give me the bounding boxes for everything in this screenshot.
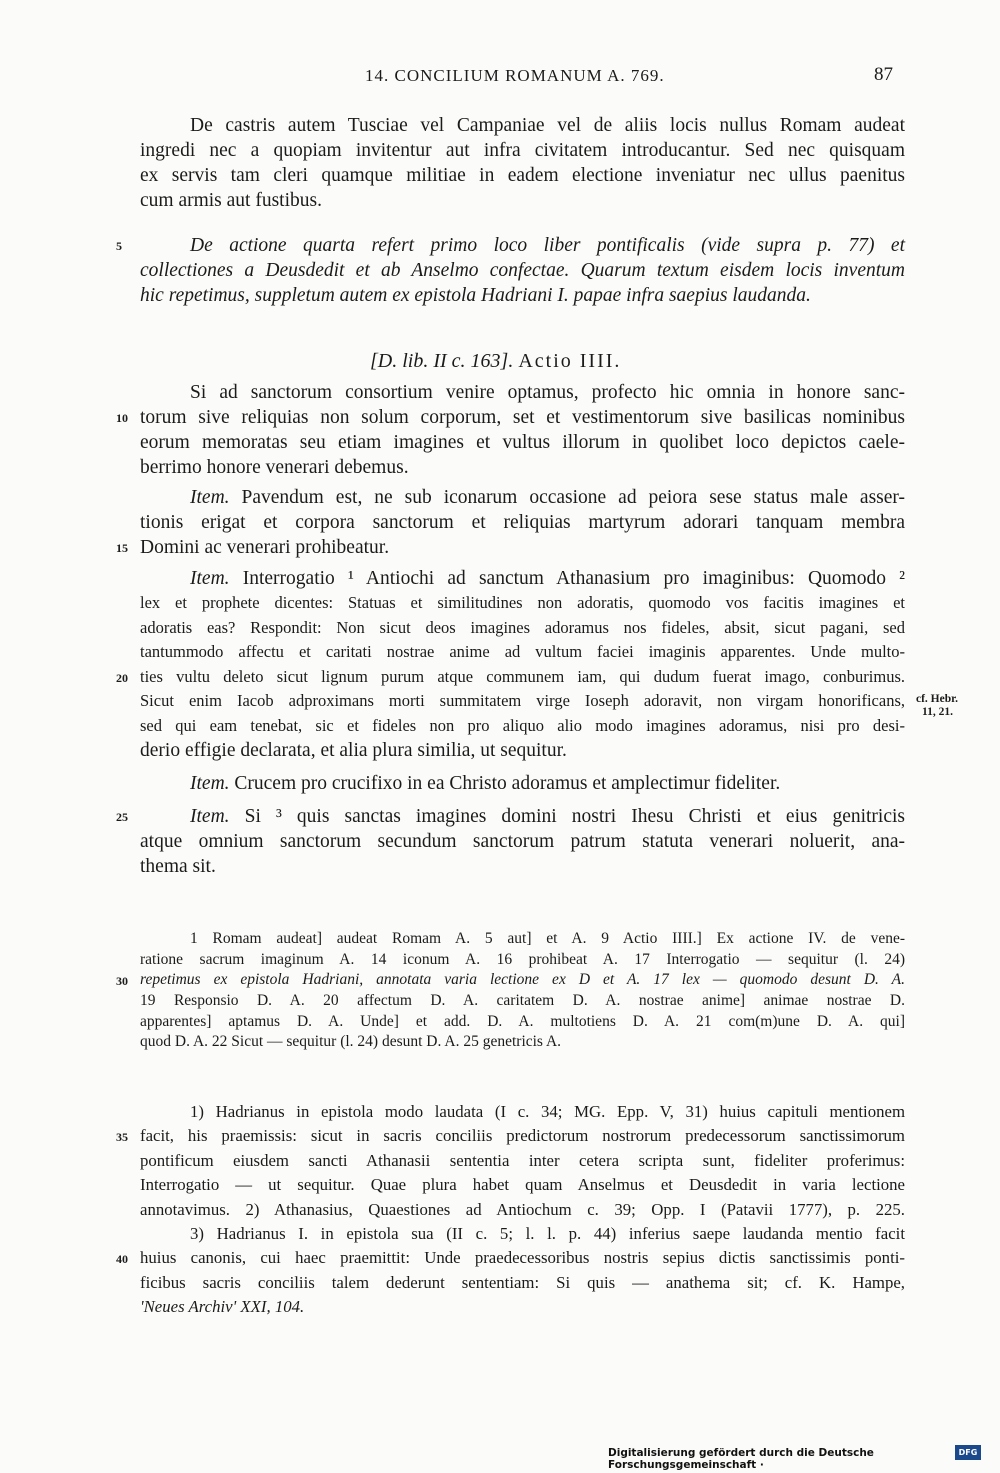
text-line: tantummodo affectu et caritati nostrae anime ad vultum faciei imaginis apparentes. Unde multo-	[140, 642, 905, 661]
line-number: 10	[116, 411, 128, 425]
paragraph-1	[140, 113, 905, 213]
footnote-line: annotavimus. 2) Athanasius, Quaestiones ad Antiochum c. 39; Opp. I (Patavii 1777), p. 225.	[140, 1199, 905, 1219]
text-line: sed qui eam tenebat, sic et fideles non pro aliquo alio modo imagines adoramus, nisi pro desi-	[140, 715, 905, 735]
text-line: collectiones a Deusdedit et ab Anselmo confectae. Quarum textum eisdem locis inventum	[140, 260, 905, 281]
footnote-line: 3) Hadrianus I. in epistola sua (II c. 5; l. l. p. 44) inferius saepe laudanda mentio facit	[190, 1223, 905, 1243]
item-label: Item.	[190, 773, 230, 794]
text-line: 25 Item. Si ³ quis sanctas imagines domini nostri Ihesu Christi et eius genitricis	[140, 804, 905, 829]
text-line: 10 torum sive reliquias non solum corporum, set et vestimentorum sive basilicas nominibus	[140, 405, 905, 430]
text-line: De castris autem Tusciae vel Campaniae vel de aliis locis nullus Romam audeat	[190, 115, 905, 136]
line-number: 40	[116, 1252, 128, 1267]
line-number: 35	[116, 1130, 128, 1145]
item-label: Item.	[190, 568, 230, 589]
text-line: thema sit.	[140, 856, 216, 877]
heading-title: Actio IIII.	[518, 350, 622, 372]
text-line: derio effigie declarata, et alia plura similia, ut sequitur.	[140, 740, 567, 761]
footnote-line: 35 facit, his praemissis: sicut in sacris conciliis predictorum nostrorum predecessorum sanctissimorum	[140, 1124, 905, 1148]
page-number: 87	[874, 64, 893, 85]
item-label: Item.	[190, 487, 230, 508]
text-line: ex servis tam cleri quamque militiae in eadem electione inveniatur nec ullus paenitus	[140, 165, 905, 186]
heading-reference: [D. lib. II c. 163].	[370, 350, 514, 372]
apparatus-line: apparentes] aptamus D. A. Unde] et add. D. A. multotiens D. A. 21 com(m)une D. A. qui]	[140, 1012, 905, 1030]
margin-note-line: 11, 21.	[922, 706, 953, 718]
line-number: 15	[116, 541, 128, 555]
line-number: 20	[116, 670, 128, 685]
running-title: 14. CONCILIUM ROMANUM A. 769.	[365, 66, 665, 85]
text-line: adoratis eas? Respondit: Non sicut deos imagines adoramus nos fideles, absit, sicut pagani, sed	[140, 617, 905, 637]
text-line: 20 ties vultu deleto sicut lignum purum atque communem iam, qui dudum fuerat imago, conburimus.	[140, 665, 905, 690]
digitization-credit: Digitalisierung gefördert durch die Deutsche Forschungsgemeinschaft ·	[608, 1447, 874, 1471]
footnote-line: 'Neues Archiv' XXI, 104.	[140, 1297, 305, 1317]
editorial-note	[116, 233, 905, 308]
footnote-line: Interrogatio — ut sequitur. Quae plura habet quam Anselmus et Deusdedit in varia lectione	[140, 1175, 905, 1195]
apparatus-criticus	[116, 929, 905, 1053]
footnote-line: 40 huius canonis, cui haec praemittit: Unde praedecessoribus nostris sepius dictis sanctissimis ponti-	[140, 1246, 905, 1270]
footnote-line: ficibus sacris conciliis talem dederunt sententiam: Si quis — anathema sit; cf. K. Hampe,	[140, 1272, 905, 1292]
text-line: 15 Domini ac venerari prohibeatur.	[140, 535, 905, 560]
section-heading	[370, 350, 621, 373]
line-number: 5	[116, 239, 122, 253]
text-line: hic repetimus, suppletum autem ex epistola Hadriani I. papae infra saepius laudanda.	[140, 285, 811, 306]
text-line: Item. Pavendum est, ne sub iconarum occasione ad peiora sese status male asser-	[190, 487, 905, 508]
paragraph-7	[116, 804, 906, 879]
text-line: berrimo honore venerari debemus.	[140, 457, 409, 478]
apparatus-line: ratione sacrum imaginum A. 14 iconum A. 16 prohibeat A. 17 Interrogatio — sequitur (l. 24)	[140, 950, 905, 968]
text-line: Item. Crucem pro crucifixo in ea Christo adoramus et amplectimur fideliter.	[190, 773, 781, 794]
line-number: 25	[116, 810, 128, 824]
apparatus-line: 30 repetimus ex epistola Hadriani, annotata varia lectione ex D et A. 17 lex — quomodo desunt D. A.	[140, 970, 905, 991]
footnote-line: 1) Hadrianus in epistola modo laudata (I c. 34; MG. Epp. V, 31) huius capituli mentionem	[190, 1102, 905, 1121]
text-line: cum armis aut fustibus.	[140, 190, 322, 211]
paragraph-4	[116, 485, 905, 560]
text-line: ingredi nec a quopiam invitentur aut infra civitatem introducantur. Sed nec quisquam	[140, 140, 905, 161]
paragraph-6	[140, 771, 905, 796]
text-line: 5 De actione quarta refert primo loco liber pontificalis (vide supra p. 77) et	[140, 233, 905, 258]
text-line: tionis erigat et corpora sanctorum et reliquias martyrum adorari tanquam membra	[140, 512, 905, 533]
apparatus-line: 19 Responsio D. A. 20 affectum D. A. caritatem D. A. nostrae anime] animae nostrae D.	[140, 992, 905, 1010]
footnotes	[116, 1100, 905, 1320]
text-line: atque omnium sanctorum secundum sanctorum patrum statuta venerari noluerit, ana-	[140, 831, 905, 852]
text-line: Si ad sanctorum consortium venire optamus, profecto hic omnia in honore sanc-	[190, 382, 905, 403]
text-line: Item. Interrogatio ¹ Antiochi ad sanctum Athanasium pro imaginibus: Quomodo ²	[190, 568, 906, 589]
text-line: lex et prophete dicentes: Statuas et similitudines non adoratis, quomodo vos facitis imagines et	[140, 593, 905, 612]
paragraph-3	[116, 380, 905, 480]
margin-note-line: cf. Hebr.	[916, 693, 959, 705]
text-line: Sicut enim Iacob adproximans morti summitatem virge Ioseph adoravit, non virgam honorificans,	[140, 691, 905, 710]
margin-note	[916, 693, 958, 719]
footnote-line: pontificum eiusdem sancti Athanasii sententia inter cetera scripta sunt, fideliter proferimus:	[140, 1150, 905, 1170]
item-label: Item.	[190, 806, 230, 827]
dfg-logo: DFG	[955, 1445, 981, 1460]
apparatus-line: quod D. A. 22 Sicut — sequitur (l. 24) desunt D. A. 25 genetricis A.	[140, 1033, 562, 1051]
apparatus-line: 1 Romam audeat] audeat Romam A. 5 aut] et A. 9 Actio IIII.] Ex actione IV. de vene-	[190, 930, 905, 947]
line-number: 30	[116, 974, 128, 989]
text-line: eorum memoratas seu etiam imagines et vultus illorum in quolibet loco depictos caele-	[140, 432, 905, 453]
paragraph-5	[116, 566, 906, 763]
